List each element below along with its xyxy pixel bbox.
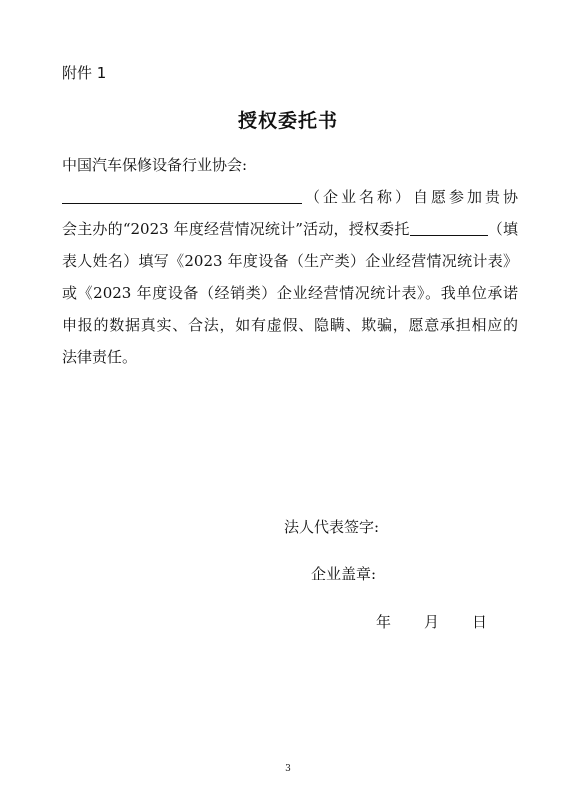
body-line-2 xyxy=(62,218,518,239)
company-seal-label: 企业盖章: xyxy=(311,565,377,583)
body-line-5: 申报的数据真实、合法，如有虚假、隐瞒、欺骗，愿意承担相应的 xyxy=(62,316,518,334)
body-line-6: 法律责任。 xyxy=(62,348,138,366)
body-line-3: 表人姓名）填写《2023 年度设备（生产类）企业经营情况统计表》 xyxy=(62,252,518,270)
legal-rep-signature-label: 法人代表签字: xyxy=(284,518,380,536)
salutation: 中国汽车保修设备行业协会: xyxy=(62,156,248,174)
filler-name-blank xyxy=(410,219,488,236)
body-line-2-text: 会主办的“2023 年度经营情况统计”活动，授权委托 xyxy=(62,220,410,238)
body-line-1 xyxy=(62,186,518,207)
date-month-label: 月 xyxy=(424,613,440,631)
attachment-label: 附件 1 xyxy=(62,64,107,82)
document-title: 授权委托书 xyxy=(237,110,338,132)
company-name-blank xyxy=(62,187,302,204)
body-line-1-text: （企业名称）自愿参加贵协 xyxy=(302,188,518,206)
body-line-4: 或《2023 年度设备（经销类）企业经营情况统计表》。我单位承诺 xyxy=(62,284,518,302)
body-line-2-suffix: （填 xyxy=(487,220,518,238)
date-year-label: 年 xyxy=(376,613,392,631)
date-day-label: 日 xyxy=(472,613,488,631)
page-number: 3 xyxy=(285,764,291,774)
